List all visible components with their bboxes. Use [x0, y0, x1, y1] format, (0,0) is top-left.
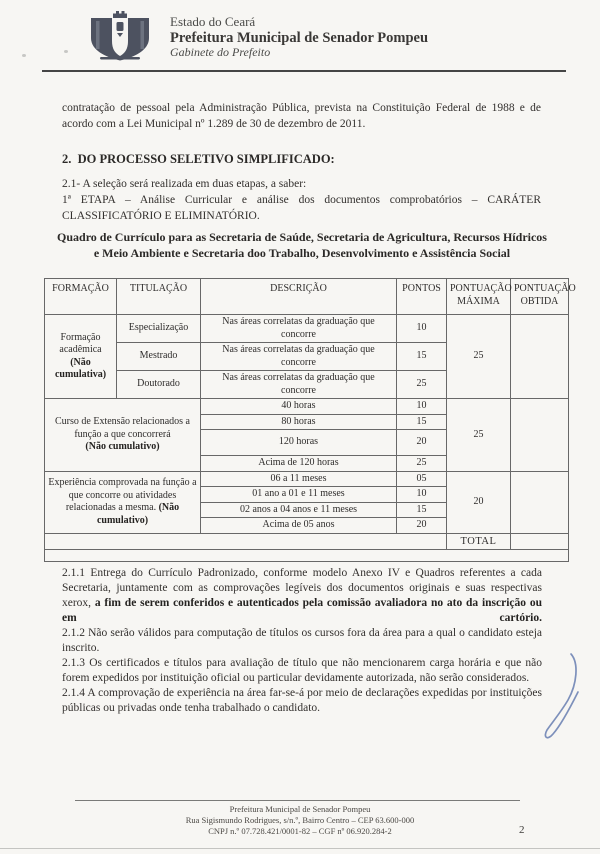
letterhead-municipality: Prefeitura Municipal de Senador Pompeu	[170, 29, 429, 46]
letterhead-office: Gabinete do Prefeito	[170, 44, 271, 59]
cell-titulacao: Mestrado	[117, 343, 201, 371]
group-experiencia	[45, 471, 201, 533]
paragraph-2-1-4: 2.1.4 A comprovação de experiência na área far-se-á por meio de declarações expedidas por instituições públicas ou privadas onde tenha trabalhado o candidato.	[62, 687, 542, 714]
cell-descricao: 80 horas	[201, 414, 397, 430]
col-descricao: DESCRIÇÃO	[201, 279, 397, 315]
paragraph-2-1: 2.1- A seleção será realizada em duas etapas, a saber:	[62, 177, 307, 190]
cell-descricao: Acima de 120 horas	[201, 456, 397, 472]
table-header-row	[45, 279, 569, 315]
cell-descricao: Acima de 05 anos	[201, 518, 397, 534]
cell-pontos: 10	[397, 315, 447, 343]
cell-titulacao: Especialização	[117, 315, 201, 343]
cell-descricao: 06 a 11 meses	[201, 471, 397, 487]
scan-edge	[0, 848, 600, 849]
total-spacer-cell	[45, 533, 447, 549]
table-row	[45, 399, 569, 415]
paragraph-2-1-2: 2.1.2 Não serão válidos para computação de títulos os cursos fora da área para a qual o candidato esteja inscrito.	[62, 627, 542, 654]
empty-cell	[45, 549, 569, 561]
table-empty-row	[45, 549, 569, 561]
cell-pontos: 15	[397, 502, 447, 518]
cell-titulacao: Doutorado	[117, 371, 201, 399]
scan-speck	[22, 54, 26, 57]
group-label: Experiência comprovada na função a que concorre ou atividades relacionadas a mesma.	[48, 477, 197, 513]
total-obtida-cell	[511, 533, 569, 549]
total-label-cell: TOTAL	[447, 533, 511, 549]
cell-obtida	[511, 399, 569, 472]
group-label: Formação acadêmica	[59, 331, 102, 355]
signature-mark	[541, 648, 585, 757]
coat-of-arms-icon	[78, 10, 162, 67]
table-total-row	[45, 533, 569, 549]
paragraph-2-1-1	[62, 566, 542, 626]
clauses-block	[62, 566, 542, 716]
table-row	[45, 315, 569, 343]
cell-descricao: 120 horas	[201, 430, 397, 456]
group-formacao-academica	[45, 315, 117, 399]
cell-obtida	[511, 471, 569, 533]
footer-line2: Rua Sigismundo Rodrigues, s/n.º, Bairro Centro – CEP 63.600-000	[185, 815, 415, 825]
cell-descricao: Nas áreas correlatas da graduação que concorre	[201, 315, 397, 343]
group-curso-extensao	[45, 399, 201, 472]
table-row	[45, 471, 569, 487]
table-caption: Quadro de Currículo para as Secretaria de Saúde, Secretaria de Agricultura, Recursos Hídricos e Meio Ambiente e Secretaria doo Trabalho, Desenvolvimento e Assistência Social	[57, 230, 547, 260]
col-pontuacao-obtida: PONTUAÇÃO OBTIDA	[511, 279, 569, 315]
scan-speck	[64, 50, 68, 53]
cell-pontos: 25	[397, 456, 447, 472]
section-heading: 2. DO PROCESSO SELETIVO SIMPLIFICADO:	[62, 151, 335, 166]
footer-divider	[75, 800, 520, 801]
cell-descricao: 01 ano a 01 e 11 meses	[201, 487, 397, 503]
cell-pontos: 15	[397, 414, 447, 430]
header-divider	[42, 70, 566, 72]
cell-descricao: 40 horas	[201, 399, 397, 415]
col-pontuacao-maxima: PONTUAÇÃO MÁXIMA	[447, 279, 511, 315]
paragraph-intro: contratação de pessoal pela Administração Pública, prevista na Constituição Federal de 1988 e de acordo com a Lei Municipal nº 1.289 de 30 de dezembro de 2011.	[62, 101, 541, 130]
group-label-bold: (Não cumulativo)	[85, 441, 160, 452]
cell-pontos: 20	[397, 518, 447, 534]
paragraph-2-1-1-bold: a fim de serem conferidos e autenticados pela comissão avaliadora no ato da inscrição ou em cartório.	[62, 597, 542, 624]
footer	[0, 804, 600, 837]
group-label-bold: (Não cumulativa)	[54, 356, 107, 380]
footer-line1: Prefeitura Municipal de Senador Pompeu	[229, 804, 371, 814]
curriculum-table	[44, 278, 576, 562]
col-formacao: FORMAÇÃO	[45, 279, 117, 315]
paragraph-2-1-1-text: 2.1.1 Entrega do Currículo Padronizado, conforme modelo Anexo IV e Quadros referentes a cada Secretaria, juntamente com as comprovações legíveis dos documentos originais e suas respectivas xerox,	[62, 567, 542, 609]
page-number: 2	[519, 824, 525, 836]
cell-pontos: 10	[397, 399, 447, 415]
col-titulacao: TITULAÇÃO	[117, 279, 201, 315]
cell-pontos: 05	[397, 471, 447, 487]
cell-maxima: 20	[447, 471, 511, 533]
cell-descricao: Nas áreas correlatas da graduação que concorre	[201, 343, 397, 371]
letterhead-state: Estado do Ceará	[170, 14, 256, 29]
paragraph-etapa-1: 1ª ETAPA – Análise Curricular e análise dos documentos comprobatórios – CARÁTER CLASSIFICATÓRIO E ELIMINATÓRIO.	[62, 193, 541, 222]
col-pontos: PONTOS	[397, 279, 447, 315]
cell-maxima: 25	[447, 399, 511, 472]
cell-pontos: 20	[397, 430, 447, 456]
group-label-bold: (Não cumulativo)	[96, 502, 180, 526]
paragraph-2-1-3: 2.1.3 Os certificados e títulos para avaliação de título que não mencionarem carga horária e que não forem expedidos por instituição oficial ou particular devidamente autorizada, não serão considerados.	[62, 657, 542, 684]
group-label: Curso de Extensão relacionados a função a que concorrerá	[55, 416, 190, 440]
cell-pontos: 15	[397, 343, 447, 371]
footer-line3: CNPJ n.º 07.728.421/0001-82 – CGF nº 06.920.284-2	[208, 826, 392, 836]
cell-descricao: 02 anos a 04 anos e 11 meses	[201, 502, 397, 518]
cell-pontos: 25	[397, 371, 447, 399]
letterhead	[170, 15, 428, 59]
cell-descricao: Nas áreas correlatas da graduação que concorre	[201, 371, 397, 399]
cell-pontos: 10	[397, 487, 447, 503]
cell-obtida	[511, 315, 569, 399]
cell-maxima: 25	[447, 315, 511, 399]
